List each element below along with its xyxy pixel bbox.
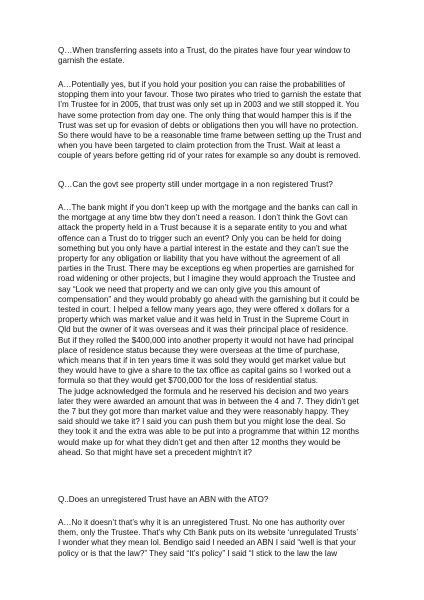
text-line: the 7 but they got more than market value and they were reasonably happy. They <box>58 407 349 417</box>
question-2 <box>58 180 368 190</box>
text-line: garnish the estate. <box>58 56 125 66</box>
text-line: property for any obligation or liability that you have without the agreement of all <box>58 254 341 264</box>
text-line: attack the property held in a Trust because it is a separate entity to you and what <box>58 223 347 233</box>
answer-1 <box>58 80 368 162</box>
text-line: offence can a Trust do to trigger such an event? Only you can be held for doing <box>58 233 342 243</box>
text-line: But if they rolled the $400,000 into another property it would not have had principal <box>58 335 354 345</box>
text-line: which means that if in ten years time it was sold they would get market value but <box>58 356 346 366</box>
text-line: road widening or other projects, but I imagine they would approach the Trustee and <box>58 274 356 284</box>
text-line: ahead. So that might have set a precedent mightn’t it? <box>58 447 252 457</box>
text-line: A…The bank might if you don’t keep up with the mortgage and the banks can call in <box>58 203 358 212</box>
text-line: couple of years before getting rid of your rates for example so any doubt is removed. <box>58 151 361 161</box>
question-3 <box>58 495 368 505</box>
text-line: later they were awarded an amount that was in between the 4 and 7. They didn’t get <box>58 396 359 406</box>
text-line: Trust was set up for evasion of debts or obligations then you will have no protection. <box>58 120 359 130</box>
text-line: something but you only have a partial interest in the estate and they can’t sue the <box>58 243 349 253</box>
answer-2 <box>58 203 368 458</box>
text-line: policy or is that the law?” They said “It’s policy” I said “I stick to the law the law <box>58 548 338 558</box>
text-line: they took it and the extra was able to be put into a programme that within 12 months <box>58 427 359 437</box>
text-line: A…Potentially yes, but if you hold your position you can raise the probabilities of <box>58 80 346 89</box>
question-1 <box>58 46 368 66</box>
text-line: property which was market value and it was held in Trust in the Supreme Court in <box>58 315 349 325</box>
text-line: the mortgage at any time btw they don’t need a reason. I don’t think the Govt can <box>58 213 348 223</box>
text-line: have some protection from day one. The only thing that would hamper this is if the <box>58 110 352 120</box>
text-line: them, only the Trustee. That’s why Cth Bank puts on its website ‘unregulated Trusts’ <box>58 528 359 538</box>
answer-3 <box>58 518 368 559</box>
text-line: tested in court. I helped a fellow many years ago, they were offered x dollars for a <box>58 305 350 315</box>
text-line: formula so that they would get $700,000 for the loss of residential status. <box>58 376 319 386</box>
text-line: said should we take it? I said you can push them but you might lose the deal. So <box>58 417 346 427</box>
text-line: The judge acknowledged the formula and he reserved his decision and two years <box>58 386 349 396</box>
text-line: place of residence status because they were overseas at the time of purchase, <box>58 345 340 355</box>
text-line: say “Look we need that property and we can only give you this amount of <box>58 284 320 294</box>
text-line: I’m Trustee for in 2005, that trust was only set up in 2003 and we still stopped it. You <box>58 100 359 110</box>
text-line: when you have been targeted to claim protection from the Trust. Wait at least a <box>58 141 341 151</box>
text-line: Q…When transferring assets into a Trust, do the pirates have four year window to <box>58 46 351 55</box>
text-line: they would have to give a share to the tax office as capital gains so I worked out a <box>58 366 351 376</box>
text-line: Q..Does an unregistered Trust have an ABN with the ATO? <box>58 495 269 504</box>
text-line: So there would have to be a reasonable time frame between setting up the Trust and <box>58 131 362 141</box>
text-line: A…No it doesn’t that’s why it is an unregistered Trust. No one has authority over <box>58 518 345 527</box>
text-line: parties in the Trust. There may be exceptions eg when properties are garnished for <box>58 264 355 274</box>
text-line: stopping them into your favour. Those two pirates who tried to garnish the estate that <box>58 90 362 100</box>
text-line: would make up for what they didn’t get and then after 12 months they would be <box>58 437 341 447</box>
text-line: Q…Can the govt see property still under mortgage in a non registered Trust? <box>58 180 333 189</box>
text-line: I wonder what they mean lol. Bendigo said I needed an ABN I said “well is that your <box>58 538 356 548</box>
text-line: compensation” and they would probably go ahead with the garnishing but it could be <box>58 294 360 304</box>
text-line: Qld but the owner of it was overseas and it was their principal place of residence. <box>58 325 349 335</box>
